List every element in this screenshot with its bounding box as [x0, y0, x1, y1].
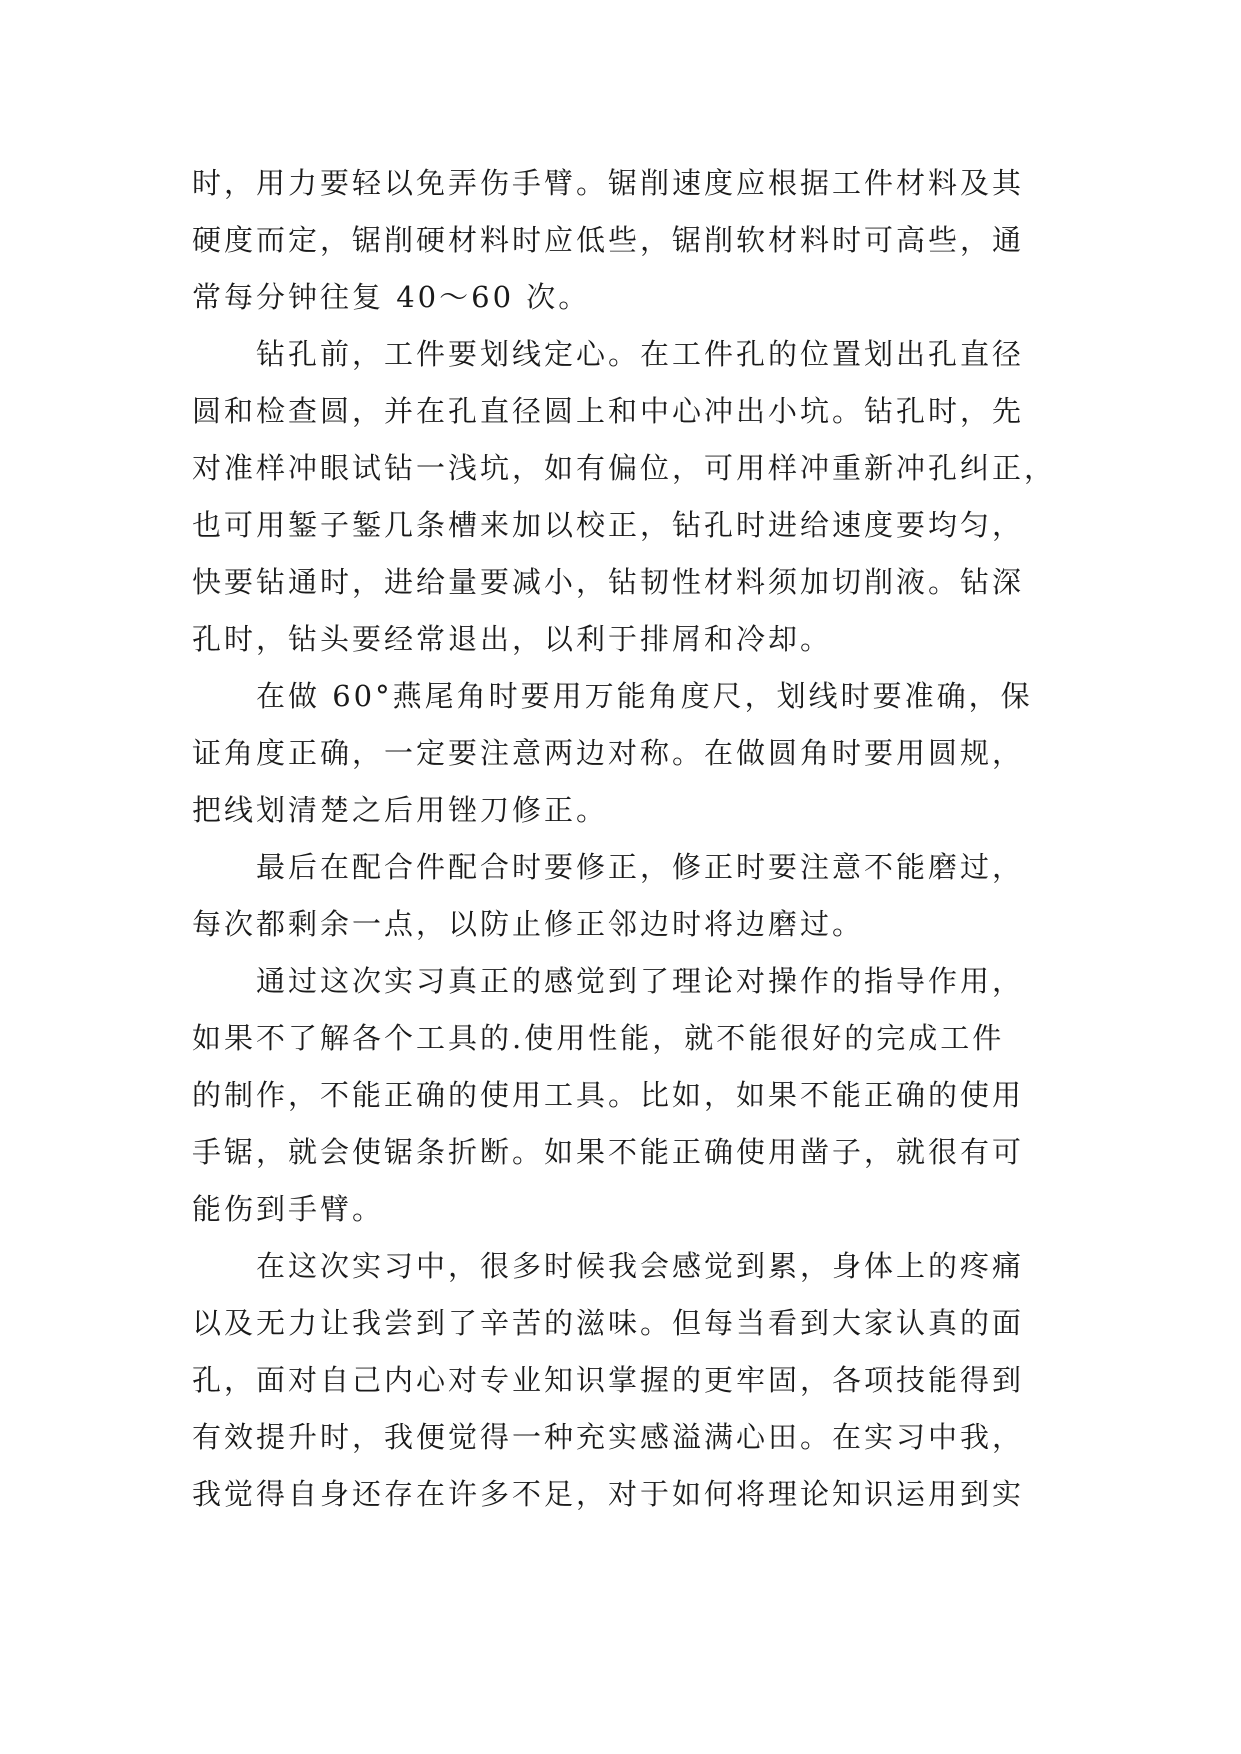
text-line: 对准样冲眼试钻一浅坑，如有偏位，可用样冲重新冲孔纠正，: [192, 451, 1057, 485]
body-text: [192, 155, 1057, 1523]
text-line: 证角度正确，一定要注意两边对称。在做圆角时要用圆规，: [192, 736, 1025, 770]
paragraph-first-line: 在做 60°燕尾角时要用万能角度尺，划线时要准确，保: [256, 679, 1033, 713]
text-line: 能伤到手臂。: [192, 1192, 385, 1226]
text-line: 快要钻通时，进给量要减小，钻韧性材料须加切削液。钻深: [192, 565, 1025, 599]
paragraph-first-line: 在这次实习中，很多时候我会感觉到累，身体上的疼痛: [256, 1249, 1025, 1283]
text-line: 孔，面对自己内心对专业知识掌握的更牢固，各项技能得到: [192, 1363, 1025, 1397]
text-line: 以及无力让我尝到了辛苦的滋味。但每当看到大家认真的面: [192, 1306, 1025, 1340]
text-line: 的制作，不能正确的使用工具。比如，如果不能正确的使用: [192, 1078, 1025, 1112]
text-line: 我觉得自身还存在许多不足，对于如何将理论知识运用到实: [192, 1477, 1025, 1511]
text-line: 圆和检查圆，并在孔直径圆上和中心冲出小坑。钻孔时，先: [192, 394, 1025, 428]
text-line: 也可用錾子錾几条槽来加以校正，钻孔时进给速度要均匀，: [192, 508, 1025, 542]
paragraph-first-line: 钻孔前，工件要划线定心。在工件孔的位置划出孔直径: [256, 337, 1025, 371]
text-line: 孔时，钻头要经常退出，以利于排屑和冷却。: [192, 622, 833, 656]
text-line: 时，用力要轻以免弄伤手臂。锯削速度应根据工件材料及其: [192, 166, 1025, 200]
paragraph-first-line: 通过这次实习真正的感觉到了理论对操作的指导作用，: [256, 964, 1025, 998]
text-line: 每次都剩余一点，以防止修正邻边时将边磨过。: [192, 907, 865, 941]
text-line: 硬度而定，锯削硬材料时应低些，锯削软材料时可高些，通: [192, 223, 1025, 257]
text-line: 如果不了解各个工具的.使用性能，就不能很好的完成工件: [192, 1021, 1005, 1055]
text-line: 把线划清楚之后用锉刀修正。: [192, 793, 609, 827]
text-line: 常每分钟往复 40～60 次。: [192, 280, 591, 314]
paragraph-first-line: 最后在配合件配合时要修正，修正时要注意不能磨过，: [256, 850, 1025, 884]
text-line: 手锯，就会使锯条折断。如果不能正确使用凿子，就很有可: [192, 1135, 1025, 1169]
text-line: 有效提升时，我便觉得一种充实感溢满心田。在实习中我，: [192, 1420, 1025, 1454]
